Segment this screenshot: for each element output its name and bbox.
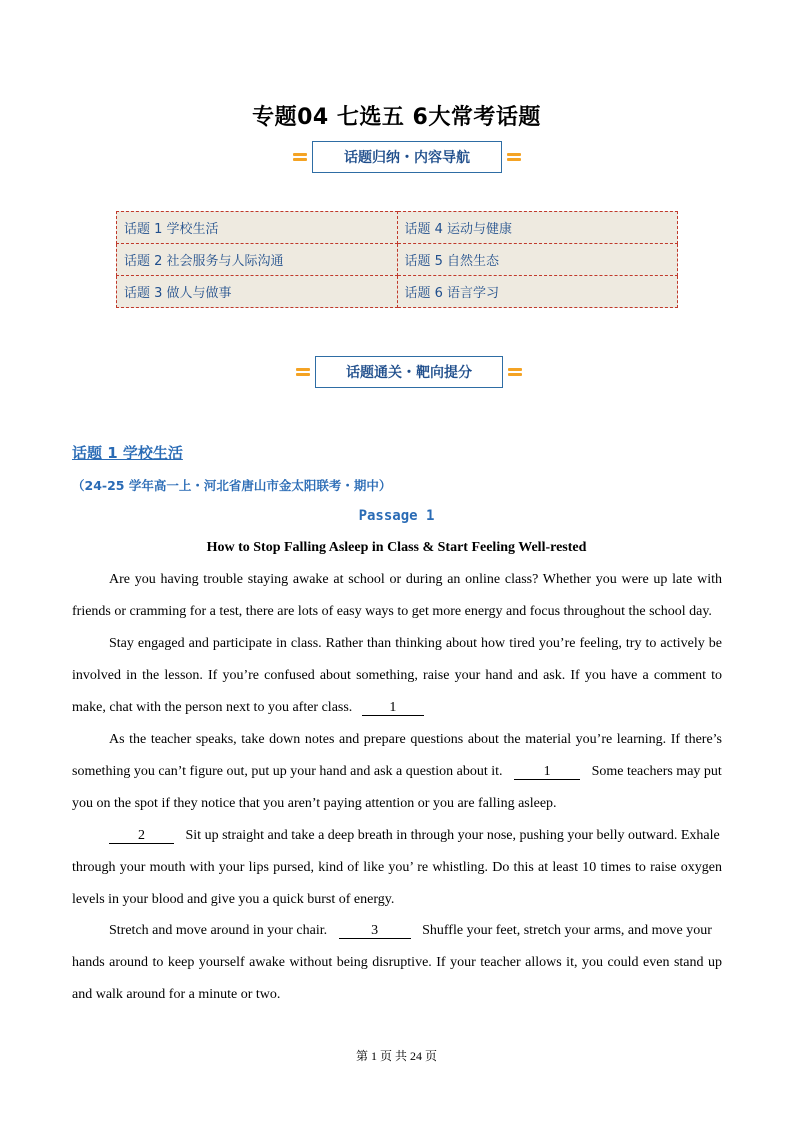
text-line: hands around to keep yourself awake without being disruptive. If your teacher allows it, you could even stand up bbox=[72, 955, 722, 970]
text-line: and walk around for a minute or two. bbox=[72, 987, 281, 1002]
topic-cell[interactable]: 话题 2 社会服务与人际沟通 bbox=[117, 244, 398, 276]
text-line bbox=[72, 699, 722, 717]
answer-blank[interactable]: 1 bbox=[514, 764, 580, 780]
page-footer: 第 1 页 共 24 页 bbox=[355, 1049, 437, 1063]
text-line: friends or cramming for a test, there are lots of easy ways to get more energy and focus throughout the school day. bbox=[72, 604, 712, 619]
topic-heading[interactable]: 话题 1 学校生活 bbox=[72, 444, 183, 462]
text-segment: Stretch and move around in your chair. bbox=[109, 923, 328, 938]
text-line bbox=[72, 763, 722, 781]
text-line: Are you having trouble staying awake at school or during an online class? Whether you were up late with bbox=[109, 572, 722, 587]
answer-blank[interactable]: 3 bbox=[339, 923, 411, 939]
table-row bbox=[117, 276, 678, 308]
table-row bbox=[117, 244, 678, 276]
text-line: levels in your blood and give you a quick burst of energy. bbox=[72, 892, 395, 907]
passage-title: How to Stop Falling Asleep in Class & Start Feeling Well-rested bbox=[206, 540, 587, 555]
text-line: As the teacher speaks, take down notes and prepare questions about the material you’re learning. If there’s bbox=[109, 732, 722, 747]
topic-table bbox=[116, 211, 678, 308]
text-segment: Some teachers may put bbox=[591, 764, 722, 779]
page-title: 专题04 七选五 6大常考话题 bbox=[252, 105, 541, 130]
section-label: 话题通关・靶向提分 bbox=[315, 356, 503, 388]
right-decoration-icon bbox=[508, 366, 522, 378]
topic-cell[interactable]: 话题 1 学校生活 bbox=[117, 212, 398, 244]
left-decoration-icon bbox=[296, 366, 310, 378]
text-line: through your mouth with your lips pursed, kind of like you’ re whistling. Do this at least 10 times to raise oxygen bbox=[72, 860, 722, 875]
topic-cell[interactable]: 话题 5 自然生态 bbox=[397, 244, 678, 276]
text-segment: Shuffle your feet, stretch your arms, and move your bbox=[422, 923, 712, 938]
section-label: 话题归纳・内容导航 bbox=[312, 141, 502, 173]
text-line bbox=[109, 922, 722, 940]
answer-blank[interactable]: 1 bbox=[362, 700, 424, 716]
topic-cell[interactable]: 话题 4 运动与健康 bbox=[397, 212, 678, 244]
section-header-navigation bbox=[293, 141, 521, 173]
topic-cell[interactable]: 话题 6 语言学习 bbox=[397, 276, 678, 308]
table-row bbox=[117, 212, 678, 244]
text-segment: make, chat with the person next to you after class. bbox=[72, 700, 353, 715]
right-decoration-icon bbox=[507, 151, 521, 163]
text-line bbox=[109, 827, 722, 845]
text-line: you on the spot if they notice that you aren’t paying attention or you are falling asleep. bbox=[72, 796, 557, 811]
text-segment: Sit up straight and take a deep breath in through your nose, pushing your belly outward. Exhale bbox=[185, 828, 720, 843]
text-line: involved in the lesson. If you’re confused about something, raise your hand and ask. If you have a comment to bbox=[72, 668, 722, 683]
left-decoration-icon bbox=[293, 151, 307, 163]
text-segment: something you can’t figure out, put up your hand and ask a question about it. bbox=[72, 764, 503, 779]
section-header-practice bbox=[296, 356, 522, 388]
passage-label: Passage 1 bbox=[358, 508, 435, 524]
answer-blank[interactable]: 2 bbox=[109, 828, 174, 844]
topic-cell[interactable]: 话题 3 做人与做事 bbox=[117, 276, 398, 308]
source-note: （24-25 学年高一上・河北省唐山市金太阳联考・期中） bbox=[72, 478, 392, 493]
text-line: Stay engaged and participate in class. Rather than thinking about how tired you’re feeling, try to actively be bbox=[109, 636, 722, 651]
